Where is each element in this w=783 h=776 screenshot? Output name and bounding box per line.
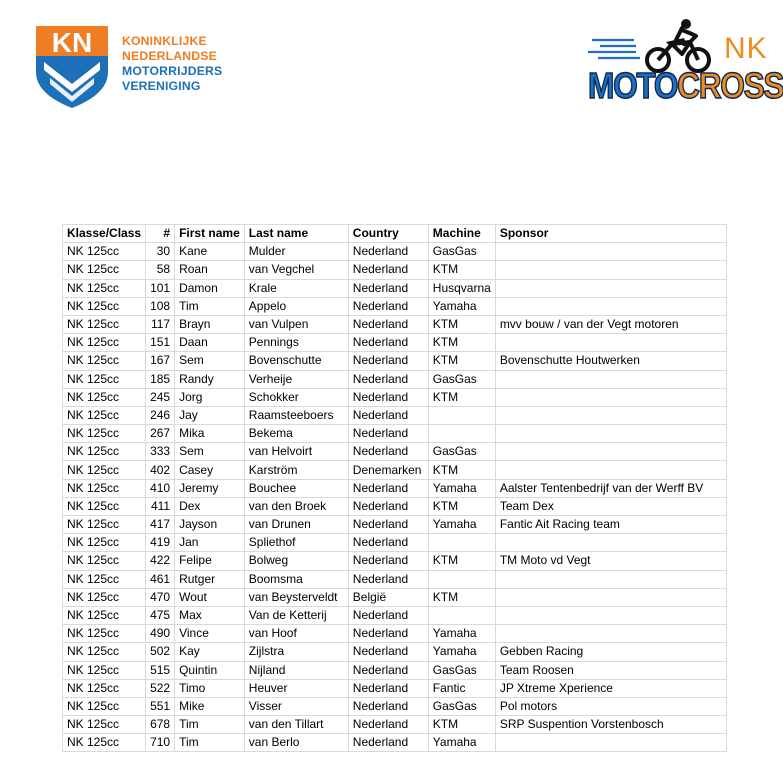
- cell-number: 167: [146, 352, 175, 370]
- cell-first-name: Jorg: [175, 388, 245, 406]
- cell-country: Nederland: [348, 606, 428, 624]
- cell-machine: GasGas: [428, 370, 495, 388]
- cell-last-name: Zijlstra: [244, 643, 348, 661]
- cell-machine: GasGas: [428, 243, 495, 261]
- cell-last-name: van Hoof: [244, 625, 348, 643]
- cross-word-part: CROSS: [677, 65, 783, 106]
- cell-first-name: Daan: [175, 334, 245, 352]
- table-row: [63, 734, 727, 752]
- cell-machine: KTM: [428, 388, 495, 406]
- cell-machine: [428, 570, 495, 588]
- cell-machine: [428, 534, 495, 552]
- cell-last-name: van Vulpen: [244, 315, 348, 333]
- cell-number: 101: [146, 279, 175, 297]
- cell-sponsor: Gebben Racing: [495, 643, 726, 661]
- table-row: [63, 516, 727, 534]
- cell-klasse: NK 125cc: [63, 425, 146, 443]
- cell-klasse: NK 125cc: [63, 516, 146, 534]
- table-row: [63, 479, 727, 497]
- motocross-wordmark: [588, 66, 783, 106]
- table-header-row: [63, 225, 727, 243]
- cell-machine: GasGas: [428, 661, 495, 679]
- nk-motocross-logo: [586, 18, 783, 110]
- cell-number: 417: [146, 516, 175, 534]
- cell-sponsor: Pol motors: [495, 697, 726, 715]
- cell-first-name: Rutger: [175, 570, 245, 588]
- cell-number: 419: [146, 534, 175, 552]
- header-machine: Machine: [428, 225, 495, 243]
- table-row: [63, 534, 727, 552]
- cell-klasse: NK 125cc: [63, 243, 146, 261]
- cell-number: 410: [146, 479, 175, 497]
- cell-last-name: Boomsma: [244, 570, 348, 588]
- moto-word-part: MOTO: [588, 65, 678, 106]
- cell-machine: KTM: [428, 315, 495, 333]
- cell-klasse: NK 125cc: [63, 315, 146, 333]
- cell-klasse: NK 125cc: [63, 679, 146, 697]
- cell-sponsor: Aalster Tentenbedrijf van der Werff BV: [495, 479, 726, 497]
- cell-first-name: Quintin: [175, 661, 245, 679]
- cell-number: 151: [146, 334, 175, 352]
- cell-klasse: NK 125cc: [63, 552, 146, 570]
- cell-last-name: Raamsteeboers: [244, 406, 348, 424]
- table-row: [63, 315, 727, 333]
- table-row: [63, 552, 727, 570]
- cell-klasse: NK 125cc: [63, 606, 146, 624]
- cell-last-name: Bolweg: [244, 552, 348, 570]
- cell-last-name: van Berlo: [244, 734, 348, 752]
- cell-sponsor: JP Xtreme Xperience: [495, 679, 726, 697]
- cell-country: Nederland: [348, 679, 428, 697]
- cell-first-name: Mika: [175, 425, 245, 443]
- table-row: [63, 643, 727, 661]
- cell-machine: Yamaha: [428, 734, 495, 752]
- cell-klasse: NK 125cc: [63, 388, 146, 406]
- knmv-line-1: KONINKLIJKE: [122, 34, 207, 48]
- cell-last-name: Bouchee: [244, 479, 348, 497]
- header-number: #: [146, 225, 175, 243]
- cell-first-name: Felipe: [175, 552, 245, 570]
- table-row: [63, 352, 727, 370]
- cell-last-name: Appelo: [244, 297, 348, 315]
- cell-country: Nederland: [348, 625, 428, 643]
- cell-number: 490: [146, 625, 175, 643]
- cell-machine: KTM: [428, 716, 495, 734]
- cell-number: 402: [146, 461, 175, 479]
- cell-number: 551: [146, 697, 175, 715]
- cell-machine: GasGas: [428, 443, 495, 461]
- cell-first-name: Wout: [175, 588, 245, 606]
- cell-klasse: NK 125cc: [63, 661, 146, 679]
- table-row: [63, 588, 727, 606]
- cell-country: Nederland: [348, 534, 428, 552]
- cell-first-name: Tim: [175, 297, 245, 315]
- cell-country: Nederland: [348, 334, 428, 352]
- cell-country: Nederland: [348, 243, 428, 261]
- table-row: [63, 261, 727, 279]
- cell-first-name: Jay: [175, 406, 245, 424]
- table-body: [63, 243, 727, 752]
- cell-country: Nederland: [348, 261, 428, 279]
- knmv-wordmark: [122, 34, 222, 94]
- cell-last-name: van Helvoirt: [244, 443, 348, 461]
- header-first-name: First name: [175, 225, 245, 243]
- cell-machine: Yamaha: [428, 643, 495, 661]
- cell-number: 710: [146, 734, 175, 752]
- table-row: [63, 388, 727, 406]
- cell-number: 30: [146, 243, 175, 261]
- cell-last-name: Bovenschutte: [244, 352, 348, 370]
- cell-first-name: Max: [175, 606, 245, 624]
- cell-klasse: NK 125cc: [63, 479, 146, 497]
- cell-country: Nederland: [348, 352, 428, 370]
- cell-klasse: NK 125cc: [63, 261, 146, 279]
- cell-klasse: NK 125cc: [63, 716, 146, 734]
- table-row: [63, 334, 727, 352]
- cell-country: Nederland: [348, 697, 428, 715]
- cell-machine: Yamaha: [428, 297, 495, 315]
- cell-machine: KTM: [428, 497, 495, 515]
- cell-first-name: Jan: [175, 534, 245, 552]
- cell-number: 411: [146, 497, 175, 515]
- cell-sponsor: [495, 588, 726, 606]
- cell-sponsor: [495, 406, 726, 424]
- cell-first-name: Damon: [175, 279, 245, 297]
- cell-sponsor: [495, 370, 726, 388]
- cell-number: 470: [146, 588, 175, 606]
- cell-country: Nederland: [348, 497, 428, 515]
- cell-number: 117: [146, 315, 175, 333]
- cell-klasse: NK 125cc: [63, 461, 146, 479]
- cell-klasse: NK 125cc: [63, 297, 146, 315]
- cell-country: Nederland: [348, 716, 428, 734]
- cell-machine: [428, 606, 495, 624]
- cell-number: 515: [146, 661, 175, 679]
- cell-last-name: van den Broek: [244, 497, 348, 515]
- cell-machine: Yamaha: [428, 479, 495, 497]
- cell-country: Nederland: [348, 443, 428, 461]
- cell-klasse: NK 125cc: [63, 370, 146, 388]
- cell-sponsor: TM Moto vd Vegt: [495, 552, 726, 570]
- cell-sponsor: [495, 425, 726, 443]
- cell-first-name: Dex: [175, 497, 245, 515]
- cell-first-name: Sem: [175, 352, 245, 370]
- knmv-emblem-icon: [34, 22, 110, 110]
- cell-sponsor: [495, 261, 726, 279]
- cell-klasse: NK 125cc: [63, 334, 146, 352]
- cell-machine: KTM: [428, 261, 495, 279]
- table-row: [63, 679, 727, 697]
- cell-last-name: Nijland: [244, 661, 348, 679]
- header-klasse: Klasse/Class: [63, 225, 146, 243]
- cell-number: 267: [146, 425, 175, 443]
- header-sponsor: Sponsor: [495, 225, 726, 243]
- cell-last-name: Verheije: [244, 370, 348, 388]
- cell-machine: KTM: [428, 588, 495, 606]
- cell-country: Nederland: [348, 297, 428, 315]
- cell-first-name: Randy: [175, 370, 245, 388]
- cell-number: 502: [146, 643, 175, 661]
- cell-country: Nederland: [348, 406, 428, 424]
- cell-machine: GasGas: [428, 697, 495, 715]
- cell-sponsor: [495, 734, 726, 752]
- cell-klasse: NK 125cc: [63, 352, 146, 370]
- table-row: [63, 297, 727, 315]
- knmv-logo: [34, 22, 234, 114]
- cell-country: België: [348, 588, 428, 606]
- cell-sponsor: [495, 388, 726, 406]
- cell-number: 475: [146, 606, 175, 624]
- cell-sponsor: [495, 606, 726, 624]
- cell-machine: Fantic: [428, 679, 495, 697]
- header-last-name: Last name: [244, 225, 348, 243]
- cell-sponsor: [495, 279, 726, 297]
- cell-first-name: Roan: [175, 261, 245, 279]
- knmv-line-2: NEDERLANDSE: [122, 49, 217, 63]
- header-country: Country: [348, 225, 428, 243]
- cell-klasse: NK 125cc: [63, 697, 146, 715]
- cell-country: Denemarken: [348, 461, 428, 479]
- riders-table: [62, 224, 727, 752]
- cell-machine: KTM: [428, 352, 495, 370]
- cell-first-name: Brayn: [175, 315, 245, 333]
- cell-last-name: Heuver: [244, 679, 348, 697]
- cell-sponsor: Fantic Ait Racing team: [495, 516, 726, 534]
- cell-sponsor: Team Roosen: [495, 661, 726, 679]
- table-row: [63, 606, 727, 624]
- cell-last-name: van Vegchel: [244, 261, 348, 279]
- cell-first-name: Mike: [175, 697, 245, 715]
- cell-sponsor: [495, 297, 726, 315]
- cell-klasse: NK 125cc: [63, 279, 146, 297]
- table-row: [63, 461, 727, 479]
- cell-number: 108: [146, 297, 175, 315]
- cell-sponsor: [495, 534, 726, 552]
- cell-country: Nederland: [348, 643, 428, 661]
- cell-first-name: Sem: [175, 443, 245, 461]
- cell-first-name: Tim: [175, 734, 245, 752]
- cell-country: Nederland: [348, 570, 428, 588]
- cell-number: 58: [146, 261, 175, 279]
- cell-sponsor: [495, 334, 726, 352]
- cell-number: 461: [146, 570, 175, 588]
- cell-country: Nederland: [348, 661, 428, 679]
- cell-country: Nederland: [348, 516, 428, 534]
- table-row: [63, 625, 727, 643]
- cell-first-name: Jayson: [175, 516, 245, 534]
- cell-machine: [428, 425, 495, 443]
- cell-klasse: NK 125cc: [63, 643, 146, 661]
- cell-country: Nederland: [348, 388, 428, 406]
- cell-sponsor: [495, 570, 726, 588]
- cell-last-name: van den Tillart: [244, 716, 348, 734]
- cell-sponsor: SRP Suspention Vorstenbosch: [495, 716, 726, 734]
- cell-machine: [428, 406, 495, 424]
- cell-first-name: Kane: [175, 243, 245, 261]
- table-row: [63, 497, 727, 515]
- cell-sponsor: [495, 243, 726, 261]
- cell-number: 185: [146, 370, 175, 388]
- cell-last-name: Van de Ketterij: [244, 606, 348, 624]
- cell-klasse: NK 125cc: [63, 406, 146, 424]
- cell-klasse: NK 125cc: [63, 625, 146, 643]
- table-row: [63, 425, 727, 443]
- cell-number: 678: [146, 716, 175, 734]
- cell-sponsor: Team Dex: [495, 497, 726, 515]
- table-row: [63, 243, 727, 261]
- cell-machine: Yamaha: [428, 625, 495, 643]
- cell-last-name: Bekema: [244, 425, 348, 443]
- cell-last-name: Spliethof: [244, 534, 348, 552]
- table-row: [63, 279, 727, 297]
- cell-country: Nederland: [348, 734, 428, 752]
- cell-last-name: Schokker: [244, 388, 348, 406]
- cell-machine: KTM: [428, 552, 495, 570]
- svg-text:KN: KN: [51, 27, 93, 58]
- cell-machine: Yamaha: [428, 516, 495, 534]
- table-row: [63, 370, 727, 388]
- cell-machine: Husqvarna: [428, 279, 495, 297]
- cell-last-name: Mulder: [244, 243, 348, 261]
- cell-sponsor: Bovenschutte Houtwerken: [495, 352, 726, 370]
- cell-klasse: NK 125cc: [63, 443, 146, 461]
- cell-number: 522: [146, 679, 175, 697]
- cell-machine: KTM: [428, 461, 495, 479]
- cell-country: Nederland: [348, 315, 428, 333]
- cell-number: 333: [146, 443, 175, 461]
- cell-sponsor: mvv bouw / van der Vegt motoren: [495, 315, 726, 333]
- cell-klasse: NK 125cc: [63, 497, 146, 515]
- cell-country: Nederland: [348, 279, 428, 297]
- cell-klasse: NK 125cc: [63, 588, 146, 606]
- cell-first-name: Tim: [175, 716, 245, 734]
- table-row: [63, 716, 727, 734]
- knmv-line-4: VERENIGING: [122, 79, 201, 93]
- cell-last-name: Karström: [244, 461, 348, 479]
- cell-last-name: van Drunen: [244, 516, 348, 534]
- cell-last-name: Pennings: [244, 334, 348, 352]
- cell-klasse: NK 125cc: [63, 534, 146, 552]
- cell-sponsor: [495, 461, 726, 479]
- cell-sponsor: [495, 443, 726, 461]
- cell-country: Nederland: [348, 370, 428, 388]
- table-row: [63, 661, 727, 679]
- cell-country: Nederland: [348, 479, 428, 497]
- cell-country: Nederland: [348, 552, 428, 570]
- cell-last-name: Visser: [244, 697, 348, 715]
- cell-last-name: Krale: [244, 279, 348, 297]
- cell-klasse: NK 125cc: [63, 734, 146, 752]
- table-row: [63, 406, 727, 424]
- table-row: [63, 443, 727, 461]
- table-row: [63, 697, 727, 715]
- cell-sponsor: [495, 625, 726, 643]
- cell-machine: KTM: [428, 334, 495, 352]
- nk-label: NK: [724, 32, 768, 65]
- cell-first-name: Casey: [175, 461, 245, 479]
- cell-number: 245: [146, 388, 175, 406]
- cell-first-name: Kay: [175, 643, 245, 661]
- cell-number: 422: [146, 552, 175, 570]
- cell-country: Nederland: [348, 425, 428, 443]
- table-row: [63, 570, 727, 588]
- cell-klasse: NK 125cc: [63, 570, 146, 588]
- cell-number: 246: [146, 406, 175, 424]
- knmv-line-3: MOTORRIJDERS: [122, 64, 223, 78]
- cell-first-name: Jeremy: [175, 479, 245, 497]
- cell-first-name: Vince: [175, 625, 245, 643]
- cell-last-name: van Beysterveldt: [244, 588, 348, 606]
- cell-first-name: Timo: [175, 679, 245, 697]
